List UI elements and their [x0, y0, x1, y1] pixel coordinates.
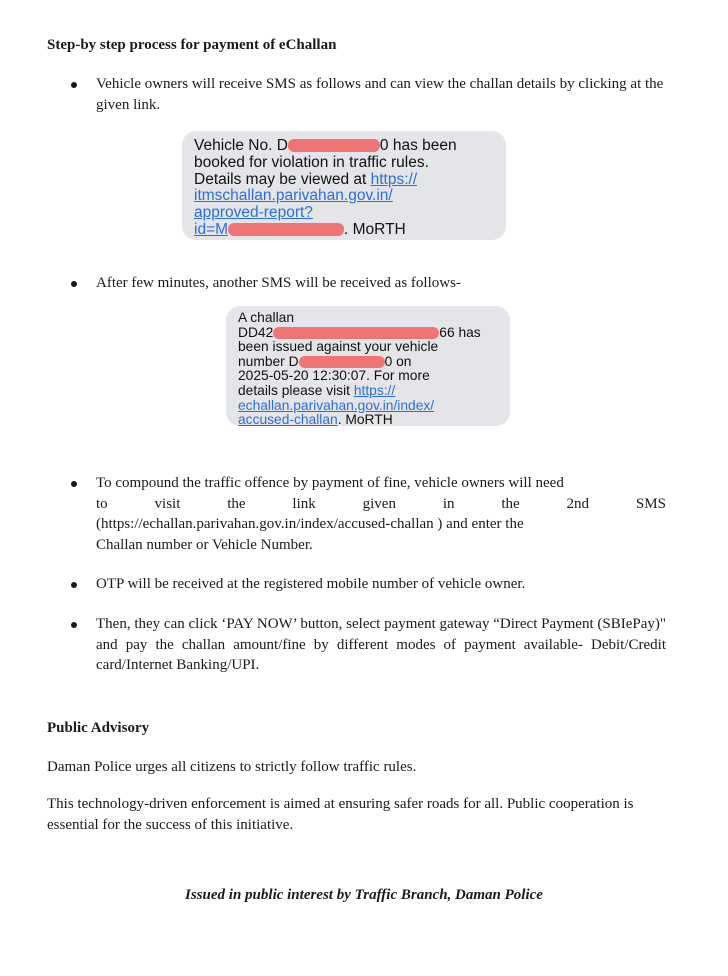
word: SMS	[635, 495, 666, 512]
sms-line: A challan	[238, 310, 294, 325]
bullet-item-otp	[96, 574, 666, 595]
sms-line	[238, 384, 498, 399]
issued-by-footer: Issued in public interest by Traffic Branch, Daman Police	[185, 887, 543, 903]
bullet-icon	[71, 622, 77, 628]
bullet-item-second-sms	[96, 273, 666, 294]
sms-text: details please visit	[238, 382, 354, 398]
bullet-icon	[71, 481, 77, 487]
word: visit	[154, 495, 181, 512]
section-title-payment-process: Step-by step process for payment of eChallan	[47, 37, 337, 53]
sms-text: Details may be viewed at	[194, 170, 371, 188]
bullet-text: Then, they can click ‘PAY NOW’ button, select payment gateway “Direct Payment (SBIePay)" and pay the challan amount/fine by different modes of payment available- Debit/Credit card/Internet Banking/UPI.	[96, 616, 666, 673]
sms-line	[194, 222, 494, 239]
sms-text: number D	[238, 353, 299, 369]
advisory-paragraph-1: Daman Police urges all citizens to strictly follow traffic rules.	[47, 759, 417, 775]
redaction-mark	[228, 223, 344, 236]
bullet-item-compound-offence	[96, 473, 666, 555]
redaction-mark	[288, 139, 380, 152]
word: link	[292, 495, 316, 512]
sms-link[interactable]: echallan.parivahan.gov.in/index/	[238, 397, 435, 413]
sms-text: 0 has been	[379, 137, 457, 154]
sms-link[interactable]: itmschallan.parivahan.gov.in/	[194, 187, 393, 205]
sms-line	[194, 205, 494, 222]
sms-line: been issued against your vehicle	[238, 339, 439, 355]
sms-link[interactable]: https://	[370, 170, 418, 188]
sms-screenshot-violation	[182, 131, 506, 240]
word: in	[442, 495, 455, 512]
bullet-icon	[71, 281, 77, 287]
bullet-text-line: (https://echallan.parivahan.gov.in/index/accused-challan ) and enter the	[96, 516, 524, 532]
sms-text: 66 has	[439, 324, 481, 340]
advisory-paragraph-2: This technology-driven enforcement is aimed at ensuring safer roads for all. Public cooperation is essential for the success of this initiative.	[47, 796, 634, 833]
word: the	[501, 495, 520, 512]
bullet-item-sms-info	[96, 74, 666, 115]
bullet-icon	[71, 582, 77, 588]
sms-line	[194, 138, 494, 155]
word: the	[227, 495, 246, 512]
sms-text: Vehicle No. D	[194, 137, 288, 154]
sms-text: 0 on	[384, 353, 412, 369]
bullet-text-line-spread	[96, 494, 666, 515]
sms-link[interactable]: approved-report?	[194, 204, 313, 222]
sms-line	[238, 326, 498, 341]
sms-line	[238, 413, 498, 428]
bullet-text: Vehicle owners will receive SMS as follows and can view the challan details by clicking at the given link.	[96, 76, 664, 113]
sms-screenshot-challan	[226, 306, 510, 426]
sms-text: . MoRTH	[344, 220, 406, 238]
bullet-text: OTP will be received at the registered mobile number of vehicle owner.	[96, 576, 526, 592]
bullet-text: After few minutes, another SMS will be received as follows-	[96, 275, 461, 291]
word: to	[96, 495, 108, 512]
bullet-item-pay-now	[96, 614, 666, 676]
sms-line: booked for violation in traffic rules.	[194, 153, 429, 171]
bullet-text-line: Challan number or Vehicle Number.	[96, 536, 313, 553]
sms-link[interactable]: https://	[353, 382, 396, 398]
sms-link[interactable]: accused-challan	[238, 412, 338, 428]
bullet-text-line: To compound the traffic offence by payment of fine, vehicle owners will need	[96, 475, 564, 491]
word: 2nd	[566, 495, 590, 512]
word: given	[362, 495, 396, 512]
redaction-mark	[299, 356, 385, 368]
sms-line	[238, 399, 498, 414]
sms-line	[194, 188, 494, 205]
sms-text: . MoRTH	[337, 412, 393, 428]
sms-line	[194, 172, 494, 189]
sms-link[interactable]: id=M	[194, 220, 229, 238]
sms-line: 2025-05-20 12:30:07. For more	[238, 368, 430, 384]
sms-line	[238, 355, 498, 370]
section-title-public-advisory: Public Advisory	[47, 720, 150, 736]
sms-text: DD42	[238, 324, 274, 340]
redaction-mark	[273, 327, 439, 339]
bullet-icon	[71, 82, 77, 88]
